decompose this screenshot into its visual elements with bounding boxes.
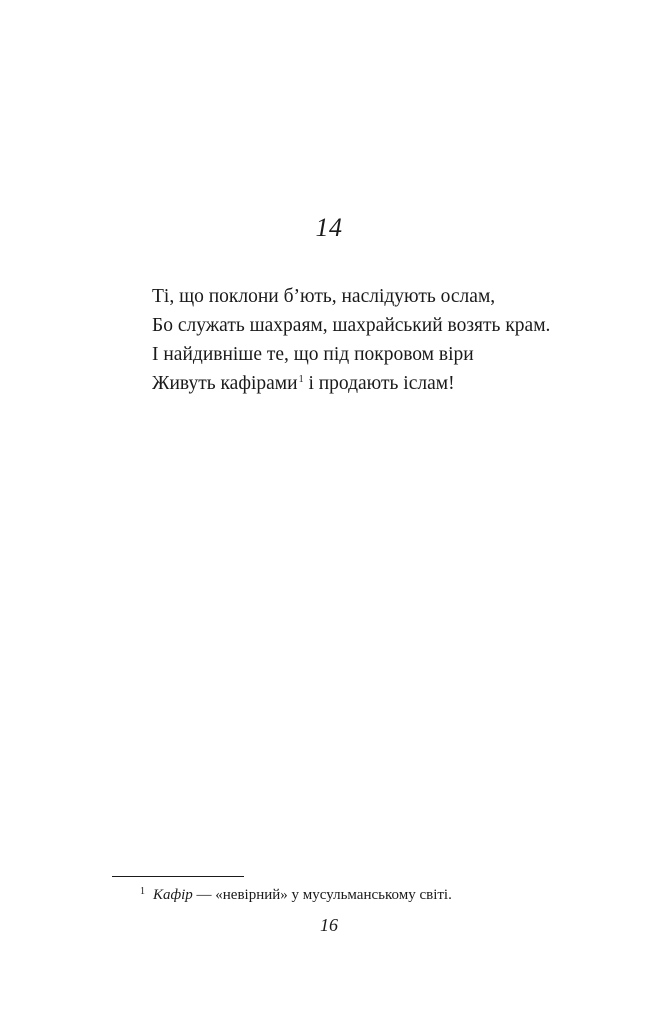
footnote-definition: — «невірний» у мусульманському світі. bbox=[192, 887, 452, 903]
verse-line-4 bbox=[152, 369, 612, 398]
verse-line-1: Ті, що поклони б’ють, наслідують ослам, bbox=[152, 286, 496, 307]
verse-line-3: І найдивніше те, що під покровом віри bbox=[152, 344, 474, 365]
verse-line-4-start: Живуть кафірами bbox=[152, 373, 298, 394]
poem-number: 14 bbox=[315, 213, 343, 242]
footnote-divider bbox=[112, 876, 244, 877]
page-number: 16 bbox=[320, 915, 338, 935]
verse-line-2: Бо служать шахраям, шахрайський возять крам. bbox=[152, 315, 551, 336]
footnote-reference[interactable]: 1 bbox=[298, 374, 304, 385]
poem-stanza bbox=[152, 282, 612, 398]
verse-line-4-end: і продають іслам! bbox=[308, 373, 455, 394]
footnote-term: Кафір bbox=[153, 887, 193, 903]
footnote-number: 1 bbox=[140, 886, 145, 897]
footnote bbox=[140, 884, 452, 906]
